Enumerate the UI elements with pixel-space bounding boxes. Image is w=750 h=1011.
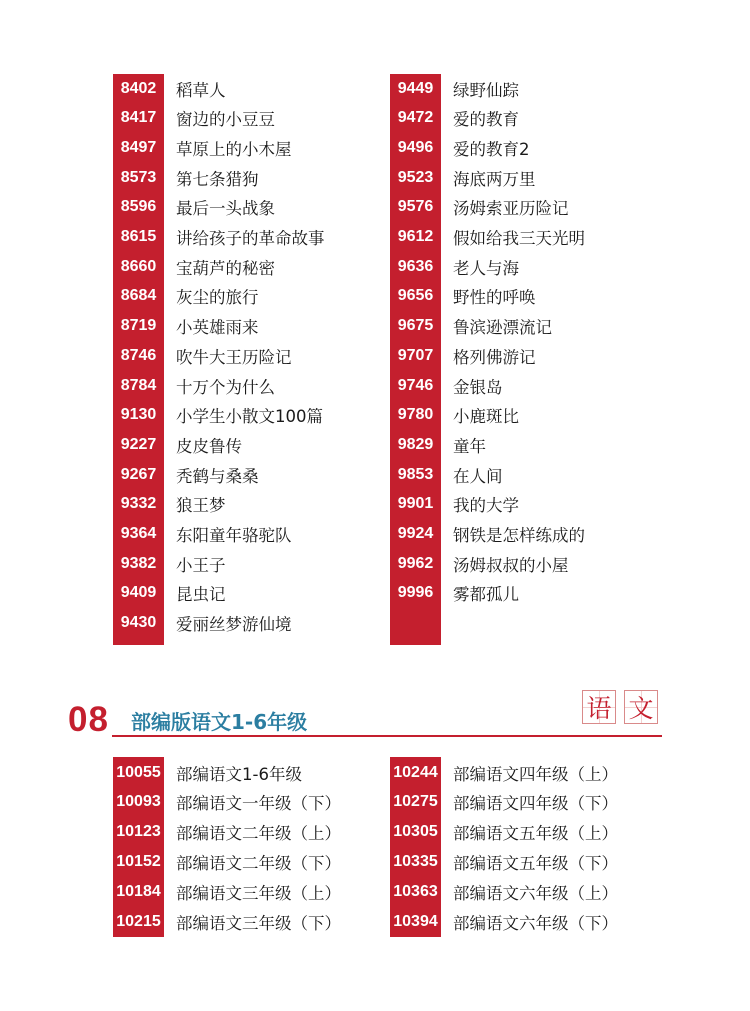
book-title: 爱的教育 [453, 110, 519, 130]
book-code: 8719 [120, 317, 157, 335]
book-title: 窗边的小豆豆 [176, 110, 275, 130]
book-code: 9853 [397, 465, 434, 483]
book-title: 部编语文六年级（下） [453, 913, 618, 933]
book-title: 野性的呼唤 [453, 288, 536, 308]
book-code: 9409 [120, 584, 157, 602]
book-row [390, 549, 569, 578]
book-row [390, 907, 618, 936]
book-title: 假如给我三天光明 [453, 229, 585, 248]
book-row [390, 579, 519, 608]
book-title: 在人间 [453, 466, 503, 486]
book-code: 9130 [120, 406, 157, 424]
book-code: 9829 [397, 435, 434, 453]
book-title: 我的大学 [453, 496, 519, 516]
section-divider [112, 735, 662, 737]
book-row [390, 847, 618, 876]
book-row [390, 758, 618, 787]
book-row [113, 788, 341, 817]
book-code: 9612 [397, 228, 434, 245]
book-row [113, 282, 259, 311]
book-row [390, 104, 519, 133]
book-title: 部编语文四年级（下） [453, 794, 618, 814]
book-code: 9746 [397, 376, 434, 394]
book-code: 8417 [120, 109, 157, 127]
book-title: 部编语文1-6年级 [176, 764, 302, 784]
book-row [113, 758, 302, 787]
book-row [390, 788, 618, 817]
book-row [390, 490, 519, 519]
book-code: 10215 [116, 912, 161, 930]
book-code: 9576 [397, 198, 434, 216]
book-code: 8746 [120, 346, 157, 364]
book-title: 部编语文三年级（下） [176, 913, 341, 933]
book-code: 8573 [120, 168, 157, 186]
book-title: 狼王梦 [176, 496, 226, 516]
book-code: 10244 [393, 763, 438, 781]
book-row [113, 460, 259, 489]
book-title: 童年 [453, 436, 486, 456]
book-code: 9227 [120, 435, 157, 453]
book-row [390, 223, 585, 252]
book-title: 皮皮鲁传 [176, 436, 242, 456]
book-code: 9523 [397, 168, 434, 186]
book-row [390, 133, 530, 162]
book-title: 第七条猎狗 [176, 169, 259, 189]
book-row [113, 252, 275, 281]
book-row [390, 401, 519, 430]
book-title: 格列佛游记 [453, 347, 536, 367]
book-code: 10305 [393, 823, 438, 841]
book-row [113, 579, 226, 608]
top-right-list [390, 74, 660, 645]
book-title: 部编语文二年级（下） [176, 853, 341, 873]
book-title: 小学生小散文100篇 [176, 407, 323, 427]
book-title: 部编语文五年级（上） [453, 824, 618, 844]
book-row [113, 847, 341, 876]
book-code: 9472 [397, 109, 434, 127]
book-row [390, 520, 585, 549]
book-row [113, 549, 226, 578]
book-code: 8684 [120, 287, 157, 305]
book-title: 汤姆叔叔的小屋 [453, 555, 569, 575]
book-title: 小王子 [176, 555, 226, 575]
book-title: 东阳童年骆驼队 [176, 526, 292, 545]
book-code: 9656 [397, 287, 434, 305]
book-code: 10055 [116, 763, 161, 781]
book-code: 9924 [397, 525, 434, 542]
book-code: 9364 [120, 525, 157, 542]
book-row [390, 282, 536, 311]
book-row [390, 341, 536, 370]
book-title: 小英雄雨来 [176, 318, 259, 338]
top-left-list [113, 74, 383, 645]
section-title: 部编版语文1-6年级 [131, 710, 308, 734]
book-title: 秃鹤与桑桑 [176, 466, 259, 486]
book-title: 爱丽丝梦游仙境 [176, 615, 292, 635]
book-row [113, 877, 341, 906]
book-code: 9382 [120, 554, 157, 572]
book-title: 老人与海 [453, 258, 519, 278]
book-row [390, 252, 519, 281]
book-row [113, 520, 292, 549]
book-title: 部编语文四年级（上） [453, 764, 618, 784]
book-title: 部编语文二年级（上） [176, 824, 341, 844]
book-code: 8615 [120, 228, 157, 245]
book-code: 8402 [120, 79, 157, 97]
book-code: 9675 [397, 317, 434, 335]
book-row [113, 907, 341, 936]
book-code: 9901 [397, 495, 434, 513]
book-code: 9496 [397, 138, 434, 156]
book-row [113, 401, 323, 430]
book-row [113, 341, 292, 370]
book-row [113, 609, 292, 638]
book-row [113, 312, 259, 341]
book-code: 10184 [116, 882, 161, 900]
book-code: 9707 [397, 346, 434, 364]
book-row [390, 163, 536, 192]
book-code: 9449 [397, 79, 434, 97]
book-row [390, 371, 503, 400]
book-row [390, 460, 503, 489]
book-title: 绿野仙踪 [453, 80, 519, 100]
book-row [113, 430, 242, 459]
book-title: 十万个为什么 [176, 377, 275, 397]
book-row [113, 163, 259, 192]
book-title: 稻草人 [176, 80, 226, 100]
book-code: 10275 [393, 793, 438, 811]
stamp-char-2: 文 [624, 690, 658, 724]
book-title: 爱的教育2 [453, 139, 530, 159]
book-code: 9780 [397, 406, 434, 424]
book-row [390, 193, 569, 222]
book-title: 汤姆索亚历险记 [453, 199, 569, 219]
book-code: 10335 [393, 852, 438, 870]
book-title: 昆虫记 [176, 585, 226, 605]
book-code: 10363 [393, 882, 438, 900]
book-title: 最后一头战象 [176, 199, 275, 219]
book-code: 10123 [116, 823, 161, 841]
book-title: 草原上的小木屋 [176, 139, 292, 159]
book-row [113, 74, 226, 103]
book-row [113, 133, 292, 162]
book-code: 10152 [116, 852, 161, 870]
book-title: 部编语文一年级（下） [176, 794, 341, 814]
book-code: 10093 [116, 793, 161, 811]
book-row [113, 223, 325, 252]
book-title: 部编语文三年级（上） [176, 883, 341, 903]
book-code: 9962 [397, 554, 434, 572]
book-code: 9332 [120, 495, 157, 513]
book-title: 灰尘的旅行 [176, 288, 259, 308]
book-row [390, 74, 519, 103]
book-row [113, 104, 275, 133]
book-title: 雾都孤儿 [453, 585, 519, 605]
book-row [390, 312, 552, 341]
book-code: 9430 [120, 614, 157, 632]
book-title: 部编语文六年级（上） [453, 883, 618, 903]
stamp-char-1: 语 [582, 690, 616, 724]
book-code: 9636 [397, 257, 434, 275]
book-title: 金银岛 [453, 377, 503, 397]
book-title: 部编语文五年级（下） [453, 853, 618, 873]
book-row [113, 490, 226, 519]
book-row [390, 430, 486, 459]
book-code: 8660 [120, 257, 157, 275]
book-row [390, 818, 618, 847]
book-code: 8596 [120, 198, 157, 216]
book-title: 吹牛大王历险记 [176, 347, 292, 367]
book-title: 小鹿斑比 [453, 407, 519, 427]
book-code: 9267 [120, 465, 157, 483]
book-title: 宝葫芦的秘密 [176, 258, 275, 278]
book-code: 8497 [120, 138, 157, 156]
book-title: 海底两万里 [453, 169, 536, 189]
book-row [113, 818, 341, 847]
book-row [113, 371, 275, 400]
section-number: 08 [68, 700, 109, 739]
book-title: 钢铁是怎样练成的 [453, 526, 585, 545]
book-row [390, 877, 618, 906]
book-title: 讲给孩子的革命故事 [176, 229, 325, 248]
bottom-left-list [113, 757, 383, 937]
book-code: 8784 [120, 376, 157, 394]
book-row [113, 193, 275, 222]
book-code: 10394 [393, 912, 438, 930]
bottom-right-list [390, 757, 660, 937]
book-code: 9996 [397, 584, 434, 602]
book-title: 鲁滨逊漂流记 [453, 318, 552, 338]
